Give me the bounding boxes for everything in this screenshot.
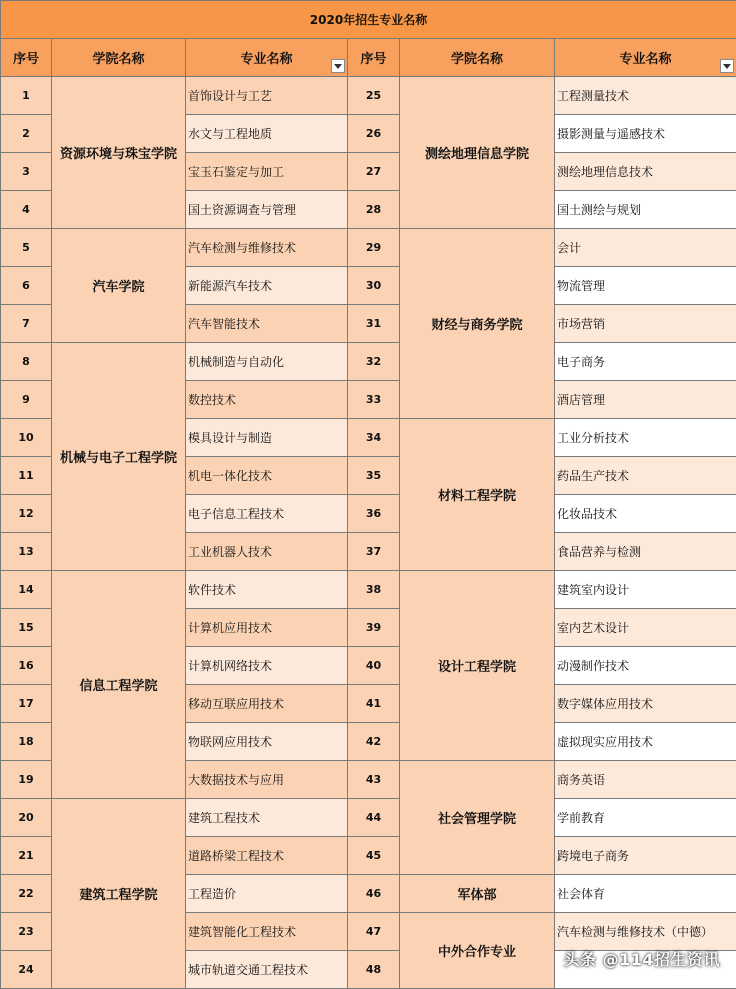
row-number: 43 (348, 761, 400, 799)
major-name[interactable]: 新能源汽车技术 (186, 267, 348, 305)
major-name[interactable]: 物联网应用技术 (186, 723, 348, 761)
row-number: 26 (348, 115, 400, 153)
major-name[interactable]: 道路桥梁工程技术 (186, 837, 348, 875)
row-number: 36 (348, 495, 400, 533)
major-name[interactable]: 物流管理 (555, 267, 736, 305)
college-name: 中外合作专业 (400, 913, 555, 989)
row-number: 10 (1, 419, 52, 457)
major-name[interactable]: 会计 (555, 229, 736, 267)
major-name[interactable]: 室内艺术设计 (555, 609, 736, 647)
row-number: 29 (348, 229, 400, 267)
major-name[interactable]: 建筑智能化工程技术 (186, 913, 348, 951)
major-name[interactable]: 模具设计与制造 (186, 419, 348, 457)
row-number: 18 (1, 723, 52, 761)
row-number: 32 (348, 343, 400, 381)
major-name[interactable]: 汽车智能技术 (186, 305, 348, 343)
header-major-right-label: 专业名称 (619, 52, 671, 67)
major-name[interactable]: 测绘地理信息技术 (555, 153, 736, 191)
major-name[interactable]: 动漫制作技术 (555, 647, 736, 685)
header-major-left (186, 39, 348, 77)
major-name[interactable]: 国土资源调查与管理 (186, 191, 348, 229)
row-number: 3 (1, 153, 52, 191)
major-name[interactable]: 工业分析技术 (555, 419, 736, 457)
major-name[interactable]: 首饰设计与工艺 (186, 77, 348, 115)
major-name[interactable]: 建筑室内设计 (555, 571, 736, 609)
major-name[interactable]: 水文与工程地质 (186, 115, 348, 153)
major-name[interactable]: 食品营养与检测 (555, 533, 736, 571)
college-name: 财经与商务学院 (400, 229, 555, 419)
major-name[interactable]: 酒店管理 (555, 381, 736, 419)
table-row (1, 571, 736, 609)
row-number: 22 (1, 875, 52, 913)
major-name[interactable]: 国土测绘与规划 (555, 191, 736, 229)
major-name[interactable]: 学前教育 (555, 799, 736, 837)
header-major-left-label: 专业名称 (240, 52, 292, 67)
table-row (1, 343, 736, 381)
table-row (1, 77, 736, 115)
college-name: 机械与电子工程学院 (52, 343, 186, 571)
watermark-text: 头条 @114招生资讯 (564, 947, 720, 970)
major-name[interactable]: 摄影测量与遥感技术 (555, 115, 736, 153)
row-number: 20 (1, 799, 52, 837)
college-name: 社会管理学院 (400, 761, 555, 875)
row-number: 35 (348, 457, 400, 495)
row-number: 48 (348, 951, 400, 989)
major-name[interactable]: 商务英语 (555, 761, 736, 799)
table-row (1, 229, 736, 267)
college-name: 汽车学院 (52, 229, 186, 343)
major-name[interactable]: 机电一体化技术 (186, 457, 348, 495)
row-number: 27 (348, 153, 400, 191)
major-name[interactable]: 计算机应用技术 (186, 609, 348, 647)
major-name[interactable]: 建筑工程技术 (186, 799, 348, 837)
major-name[interactable]: 社会体育 (555, 875, 736, 913)
row-number: 34 (348, 419, 400, 457)
row-number: 21 (1, 837, 52, 875)
row-number: 38 (348, 571, 400, 609)
row-number: 40 (348, 647, 400, 685)
header-row (1, 39, 736, 77)
row-number: 13 (1, 533, 52, 571)
row-number: 41 (348, 685, 400, 723)
row-number: 25 (348, 77, 400, 115)
row-number: 45 (348, 837, 400, 875)
row-number: 47 (348, 913, 400, 951)
major-name[interactable]: 移动互联应用技术 (186, 685, 348, 723)
row-number: 16 (1, 647, 52, 685)
row-number: 42 (348, 723, 400, 761)
filter-dropdown-button[interactable] (331, 59, 345, 73)
major-name[interactable]: 软件技术 (186, 571, 348, 609)
major-name[interactable]: 机械制造与自动化 (186, 343, 348, 381)
row-number: 2 (1, 115, 52, 153)
row-number: 5 (1, 229, 52, 267)
header-seq-right: 序号 (348, 39, 400, 77)
major-name[interactable]: 汽车检测与维修技术（中德） (555, 913, 736, 951)
row-number: 44 (348, 799, 400, 837)
major-name[interactable]: 数控技术 (186, 381, 348, 419)
row-number: 46 (348, 875, 400, 913)
header-college-right: 学院名称 (400, 39, 555, 77)
row-number: 23 (1, 913, 52, 951)
major-name[interactable]: 大数据技术与应用 (186, 761, 348, 799)
row-number: 7 (1, 305, 52, 343)
row-number: 15 (1, 609, 52, 647)
header-major-right (555, 39, 736, 77)
major-name[interactable]: 跨境电子商务 (555, 837, 736, 875)
row-number: 11 (1, 457, 52, 495)
row-number: 24 (1, 951, 52, 989)
header-seq-left: 序号 (1, 39, 52, 77)
major-name[interactable]: 宝玉石鉴定与加工 (186, 153, 348, 191)
row-number: 39 (348, 609, 400, 647)
college-name: 材料工程学院 (400, 419, 555, 571)
title-row (1, 1, 736, 39)
major-name[interactable]: 工程测量技术 (555, 77, 736, 115)
row-number: 30 (348, 267, 400, 305)
chevron-down-icon (334, 64, 342, 69)
filter-dropdown-button[interactable] (720, 59, 734, 73)
college-name: 测绘地理信息学院 (400, 77, 555, 229)
row-number: 9 (1, 381, 52, 419)
college-name: 军体部 (400, 875, 555, 913)
table-row (1, 799, 736, 837)
header-college-left: 学院名称 (52, 39, 186, 77)
row-number: 12 (1, 495, 52, 533)
major-name[interactable]: 计算机网络技术 (186, 647, 348, 685)
major-name[interactable]: 电子商务 (555, 343, 736, 381)
major-name[interactable]: 药品生产技术 (555, 457, 736, 495)
college-name: 信息工程学院 (52, 571, 186, 799)
major-name[interactable]: 数字媒体应用技术 (555, 685, 736, 723)
major-name[interactable]: 工程造价 (186, 875, 348, 913)
major-name[interactable]: 城市轨道交通工程技术 (186, 951, 348, 989)
major-name[interactable]: 虚拟现实应用技术 (555, 723, 736, 761)
row-number: 31 (348, 305, 400, 343)
major-name[interactable]: 工业机器人技术 (186, 533, 348, 571)
major-name[interactable]: 电子信息工程技术 (186, 495, 348, 533)
row-number: 1 (1, 77, 52, 115)
row-number: 28 (348, 191, 400, 229)
college-name: 建筑工程学院 (52, 799, 186, 989)
row-number: 6 (1, 267, 52, 305)
college-name: 设计工程学院 (400, 571, 555, 761)
row-number: 37 (348, 533, 400, 571)
row-number: 19 (1, 761, 52, 799)
major-name[interactable]: 汽车检测与维修技术 (186, 229, 348, 267)
major-name[interactable]: 市场营销 (555, 305, 736, 343)
row-number: 4 (1, 191, 52, 229)
row-number: 8 (1, 343, 52, 381)
row-number: 14 (1, 571, 52, 609)
chevron-down-icon (723, 64, 731, 69)
major-name[interactable]: 化妆品技术 (555, 495, 736, 533)
sheet-title: 2020年招生专业名称 (1, 1, 736, 39)
college-name: 资源环境与珠宝学院 (52, 77, 186, 229)
row-number: 17 (1, 685, 52, 723)
row-number: 33 (348, 381, 400, 419)
